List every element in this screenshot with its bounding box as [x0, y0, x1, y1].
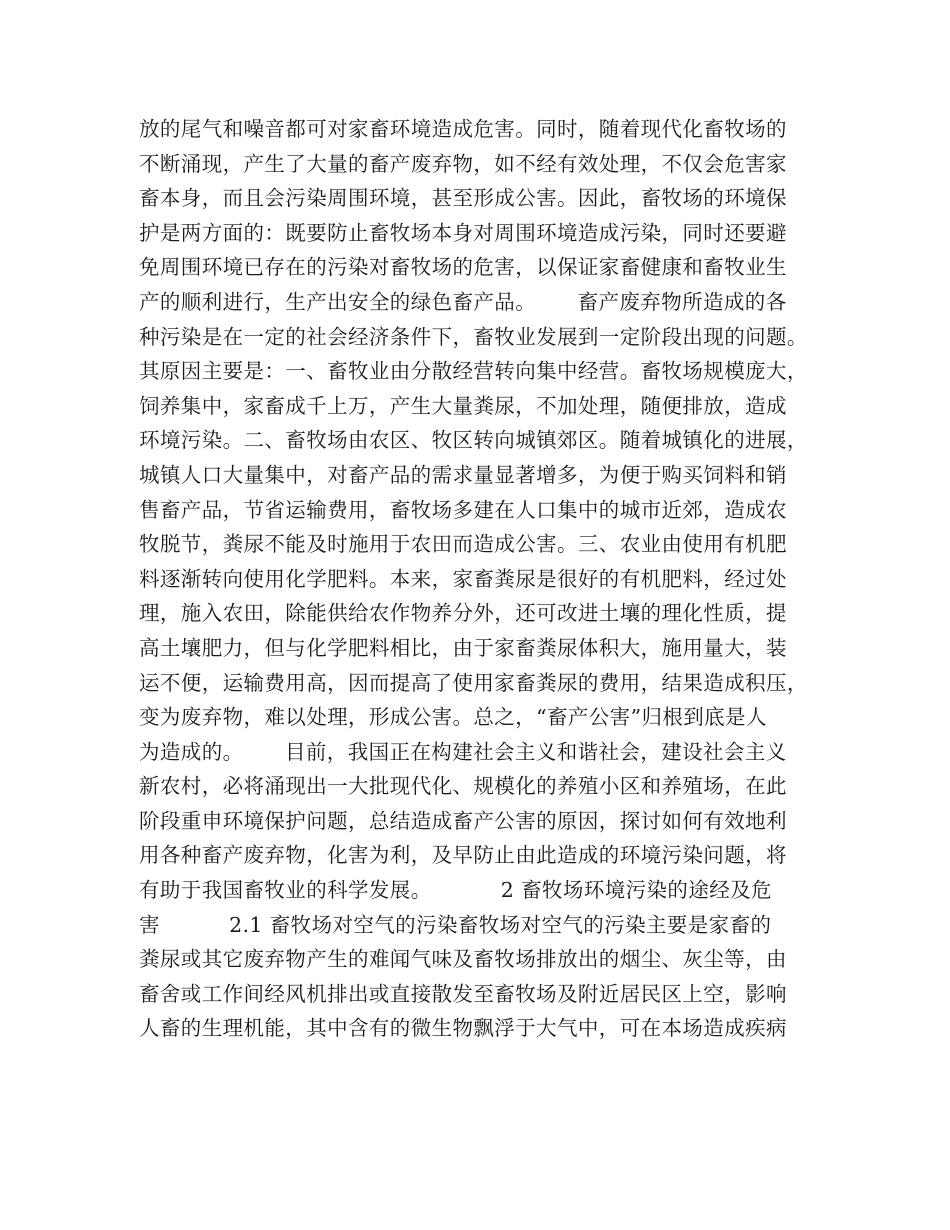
body-text — [139, 112, 829, 1046]
text-line: 产的顺利进行，生产出安全的绿色畜产品。 畜产废弃物所造成的各 — [139, 289, 787, 314]
text-line: 有助于我国畜牧业的科学发展。 2 畜牧场环境污染的途经及危 — [139, 878, 772, 903]
text-line: 新农村，必将涌现出一大批现代化、规模化的养殖小区和养殖场，在此 — [139, 774, 787, 799]
text-line: 售畜产品，节省运输费用，畜牧场多建在人口集中的城市近郊，造成农 — [139, 497, 787, 522]
text-line: 理，施入农田，除能供给农作物养分外，还可改进土壤的理化性质，提 — [139, 601, 787, 626]
text-line: 害 2.1 畜牧场对空气的污染畜牧场对空气的污染主要是家畜的 — [139, 912, 772, 937]
text-line: 高土壤肥力，但与化学肥料相比，由于家畜粪尿体积大，施用量大，装 — [139, 635, 787, 660]
text-line: 粪尿或其它废弃物产生的难闻气味及畜牧场排放出的烟尘、灰尘等，由 — [139, 947, 787, 972]
text-line: 阶段重申环境保护问题，总结造成畜产公害的原因，探讨如何有效地利 — [139, 808, 787, 833]
text-line: 种污染是在一定的社会经济条件下，畜牧业发展到一定阶段出现的问题。 — [139, 324, 808, 349]
text-line: 用各种畜产废弃物，化害为利，及早防止由此造成的环境污染问题，将 — [139, 843, 787, 868]
text-line: 饲养集中，家畜成千上万，产生大量粪尿，不加处理，随便排放，造成 — [139, 393, 787, 418]
text-line: 畜舍或工作间经风机排出或直接散发至畜牧场及附近居民区上空，影响 — [139, 981, 787, 1006]
text-line: 变为废弃物，难以处理，形成公害。总之，“畜产公害”归根到底是人 — [139, 705, 767, 730]
text-line: 为造成的。 目前，我国正在构建社会主义和谐社会，建设社会主义 — [139, 739, 787, 764]
text-line: 其原因主要是：一、畜牧业由分散经营转向集中经营。畜牧场规模庞大， — [139, 359, 808, 384]
text-line: 畜本身，而且会污染周围环境，甚至形成公害。因此，畜牧场的环境保 — [139, 186, 787, 211]
text-line: 运不便，运输费用高，因而提高了使用家畜粪尿的费用，结果造成积压， — [139, 670, 808, 695]
text-line: 不断涌现，产生了大量的畜产废弃物，如不经有效处理，不仅会危害家 — [139, 151, 787, 176]
text-line: 城镇人口大量集中，对畜产品的需求量显著增多，为便于购买饲料和销 — [139, 462, 787, 487]
text-line: 护是两方面的：既要防止畜牧场本身对周围环境造成污染，同时还要避 — [139, 220, 787, 245]
text-line: 人畜的生理机能，其中含有的微生物飘浮于大气中，可在本场造成疾病 — [139, 1016, 787, 1041]
text-line: 牧脱节，粪尿不能及时施用于农田而造成公害。三、农业由使用有机肥 — [139, 532, 787, 557]
text-line: 免周围环境已存在的污染对畜牧场的危害，以保证家畜健康和畜牧业生 — [139, 255, 787, 280]
text-line: 料逐渐转向使用化学肥料。本来，家畜粪尿是很好的有机肥料，经过处 — [139, 566, 787, 591]
text-line: 放的尾气和噪音都可对家畜环境造成危害。同时，随着现代化畜牧场的 — [139, 117, 787, 141]
text-line: 环境污染。二、畜牧场由农区、牧区转向城镇郊区。随着城镇化的进展， — [139, 428, 808, 453]
